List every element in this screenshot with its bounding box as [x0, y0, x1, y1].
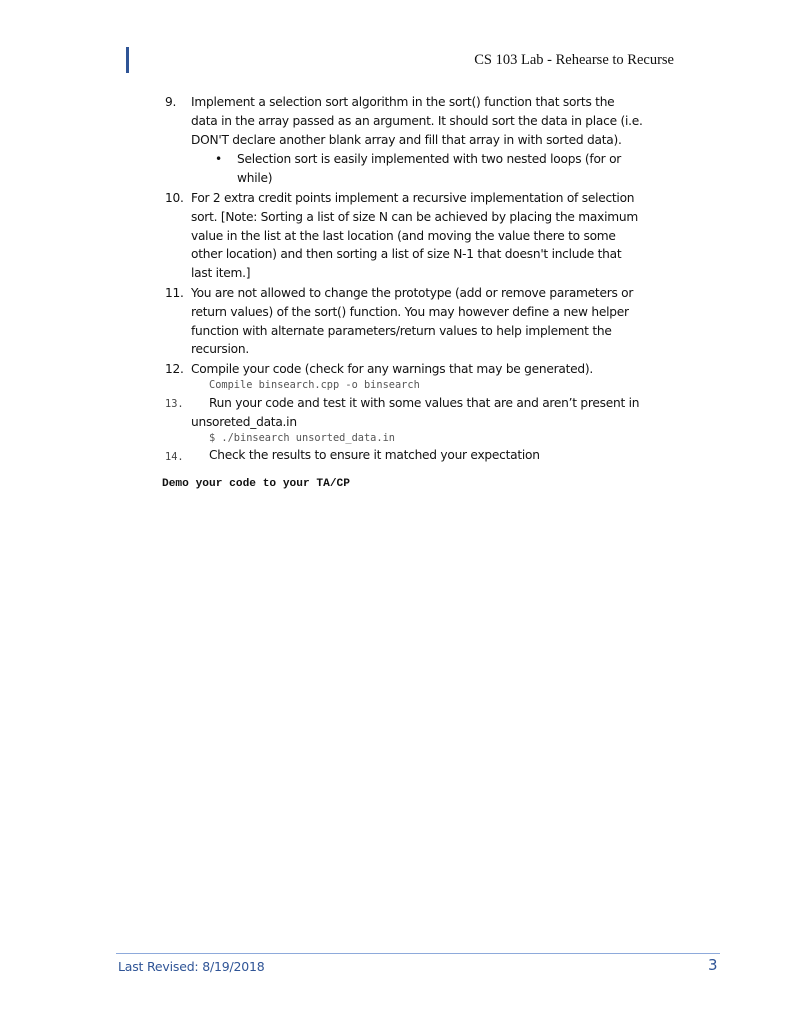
bullet-text-line: Selection sort is easily implemented with two nested loops (for or [237, 152, 622, 166]
course-name: CS 103 Lab [474, 52, 544, 68]
item-text-line: Check the results to ensure it matched your expectation [209, 448, 540, 462]
item-number: 11. [165, 286, 184, 300]
lab-title: Rehearse to Recurse [555, 52, 674, 68]
item-text-line: unsoreted_data.in [191, 414, 297, 429]
list-item-11 [165, 284, 685, 359]
item-text-line: other location) and then sorting a list of size N-1 that doesn't include that [191, 247, 622, 262]
item-text-line: Compile your code (check for any warnings that may be generated). [191, 362, 593, 376]
item-text-line: You are not allowed to change the prototype (add or remove parameters or [191, 286, 634, 300]
item-number: 12. [165, 362, 184, 376]
last-revised: Last Revised: 8/19/2018 [118, 959, 265, 974]
bullet-icon: • [215, 152, 222, 166]
item-number-13: 13. [165, 398, 184, 410]
item-text-line: sort. [Note: Sorting a list of size N can be achieved by placing the maximum [191, 209, 638, 224]
item-text-line: Run your code and test it with some values that are and aren’t present in [209, 396, 640, 410]
page-header [474, 52, 674, 69]
footer-divider [116, 953, 720, 954]
bullet-item [215, 150, 665, 188]
item-text-line: DON'T declare another blank array and fill that array in with sorted data). [191, 132, 622, 147]
item-text-line: recursion. [191, 342, 249, 357]
item-number-14: 14. [165, 451, 184, 463]
item-number: 9. [165, 95, 177, 109]
demo-instruction: Demo your code to your TA/CP [162, 478, 350, 490]
run-command: $ ./binsearch unsorted_data.in [209, 432, 395, 444]
list-item-12 [165, 360, 685, 379]
header-accent-bar [126, 47, 129, 73]
item-text-line: data in the array passed as an argument. It should sort the data in place (i.e. [191, 113, 643, 128]
item-text-line: Implement a selection sort algorithm in the sort() function that sorts the [191, 95, 615, 109]
item-text-line: For 2 extra credit points implement a recursive implementation of selection [191, 191, 635, 205]
list-item-10 [165, 189, 685, 283]
list-item-9 [165, 93, 685, 149]
list-item-14 [209, 446, 689, 465]
page-number: 3 [708, 956, 718, 974]
item-number: 10. [165, 191, 184, 205]
bullet-text-line: while) [237, 170, 273, 185]
item-text-line: last item.] [191, 266, 251, 281]
compile-command: Compile binsearch.cpp -o binsearch [209, 379, 420, 391]
list-item-13 [191, 394, 691, 432]
item-text-line: return values) of the sort() function. You may however define a new helper [191, 304, 629, 319]
item-text-line: function with alternate parameters/return values to help implement the [191, 323, 612, 338]
header-separator: - [543, 52, 556, 68]
item-text-line: value in the list at the last location (and moving the value there to some [191, 228, 616, 243]
